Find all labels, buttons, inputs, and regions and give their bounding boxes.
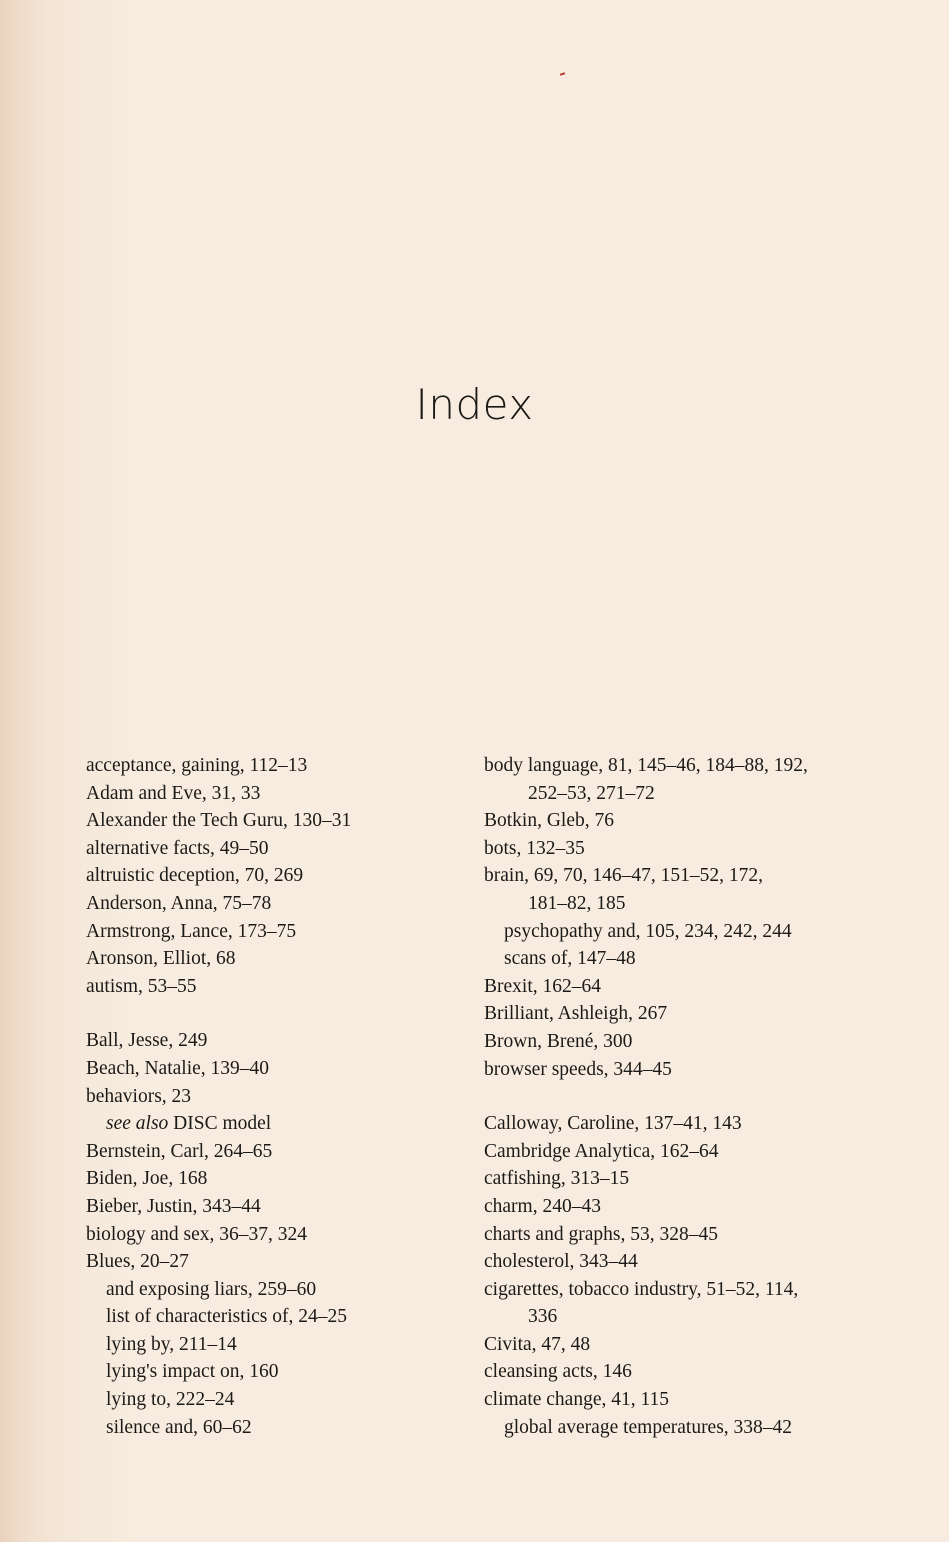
index-entry: catfishing, 313–15 xyxy=(484,1168,630,1190)
index-entry: Blues, 20–27 xyxy=(86,1251,189,1273)
index-entry: Cambridge Analytica, 162–64 xyxy=(484,1140,719,1162)
index-entry: Bieber, Justin, 343–44 xyxy=(86,1195,261,1217)
index-entry: charts and graphs, 53, 328–45 xyxy=(484,1223,718,1245)
index-entry: Ball, Jesse, 249 xyxy=(86,1030,208,1052)
index-entry: Beach, Natalie, 139–40 xyxy=(86,1057,270,1079)
index-entry: cholesterol, 343–44 xyxy=(484,1251,638,1273)
index-column-right xyxy=(484,752,884,1441)
index-entry: browser speeds, 344–45 xyxy=(484,1058,672,1080)
index-entry-continuation: 181–82, 185 xyxy=(528,892,626,914)
index-entry-continuation: 336 xyxy=(528,1306,558,1328)
index-entry: cigarettes, tobacco industry, 51–52, 114, xyxy=(484,1278,799,1300)
index-subentry: and exposing liars, 259–60 xyxy=(106,1278,317,1300)
index-subentry: lying to, 222–24 xyxy=(106,1389,235,1411)
page-title: Index xyxy=(415,380,534,430)
index-subentry: lying's impact on, 160 xyxy=(106,1361,279,1383)
stray-ink-mark xyxy=(560,72,565,76)
index-entry: Anderson, Anna, 75–78 xyxy=(86,892,272,914)
index-entry-continuation: 252–53, 271–72 xyxy=(528,782,655,804)
index-entry: biology and sex, 36–37, 324 xyxy=(86,1223,307,1245)
index-subentry: global average temperatures, 338–42 xyxy=(504,1416,793,1438)
index-entry: Brexit, 162–64 xyxy=(484,975,601,997)
index-subentry: scans of, 147–48 xyxy=(504,948,636,970)
index-entry: Armstrong, Lance, 173–75 xyxy=(86,920,297,942)
index-entry: Adam and Eve, 31, 33 xyxy=(86,782,261,804)
index-entry: body language, 81, 145–46, 184–88, 192, xyxy=(484,755,808,776)
index-entry: charm, 240–43 xyxy=(484,1195,601,1217)
index-entry: Biden, Joe, 168 xyxy=(86,1168,208,1190)
index-entry: behaviors, 23 xyxy=(86,1085,192,1107)
index-entry: acceptance, gaining, 112–13 xyxy=(86,755,308,776)
index-subentry: psychopathy and, 105, 234, 242, 244 xyxy=(504,920,792,942)
index-entry: alternative facts, 49–50 xyxy=(86,837,269,859)
index-entry: Brown, Brené, 300 xyxy=(484,1030,633,1052)
index-entry: Bernstein, Carl, 264–65 xyxy=(86,1140,273,1162)
index-entry: Alexander the Tech Guru, 130–31 xyxy=(86,810,352,832)
index-entry: Aronson, Elliot, 68 xyxy=(86,948,236,970)
index-entry: altruistic deception, 70, 269 xyxy=(86,865,304,887)
index-subentry: lying by, 211–14 xyxy=(106,1333,237,1355)
index-entry: bots, 132–35 xyxy=(484,837,585,859)
cross-reference-target: DISC model xyxy=(168,1113,272,1135)
index-entry: Calloway, Caroline, 137–41, 143 xyxy=(484,1113,742,1135)
index-entry: climate change, 41, 115 xyxy=(484,1389,670,1411)
index-entry: cleansing acts, 146 xyxy=(484,1361,632,1383)
index-cross-reference xyxy=(86,1110,446,1138)
index-subentry: silence and, 60–62 xyxy=(106,1416,252,1438)
index-entry: Civita, 47, 48 xyxy=(484,1333,591,1355)
index-entry: Botkin, Gleb, 76 xyxy=(484,810,614,832)
see-also-label: see also xyxy=(106,1113,169,1135)
index-subentry: list of characteristics of, 24–25 xyxy=(106,1306,347,1328)
index-entry: autism, 53–55 xyxy=(86,975,197,997)
index-column-left xyxy=(86,752,446,1441)
index-entry: brain, 69, 70, 146–47, 151–52, 172, xyxy=(484,865,763,887)
index-entry: Brilliant, Ashleigh, 267 xyxy=(484,1003,668,1025)
